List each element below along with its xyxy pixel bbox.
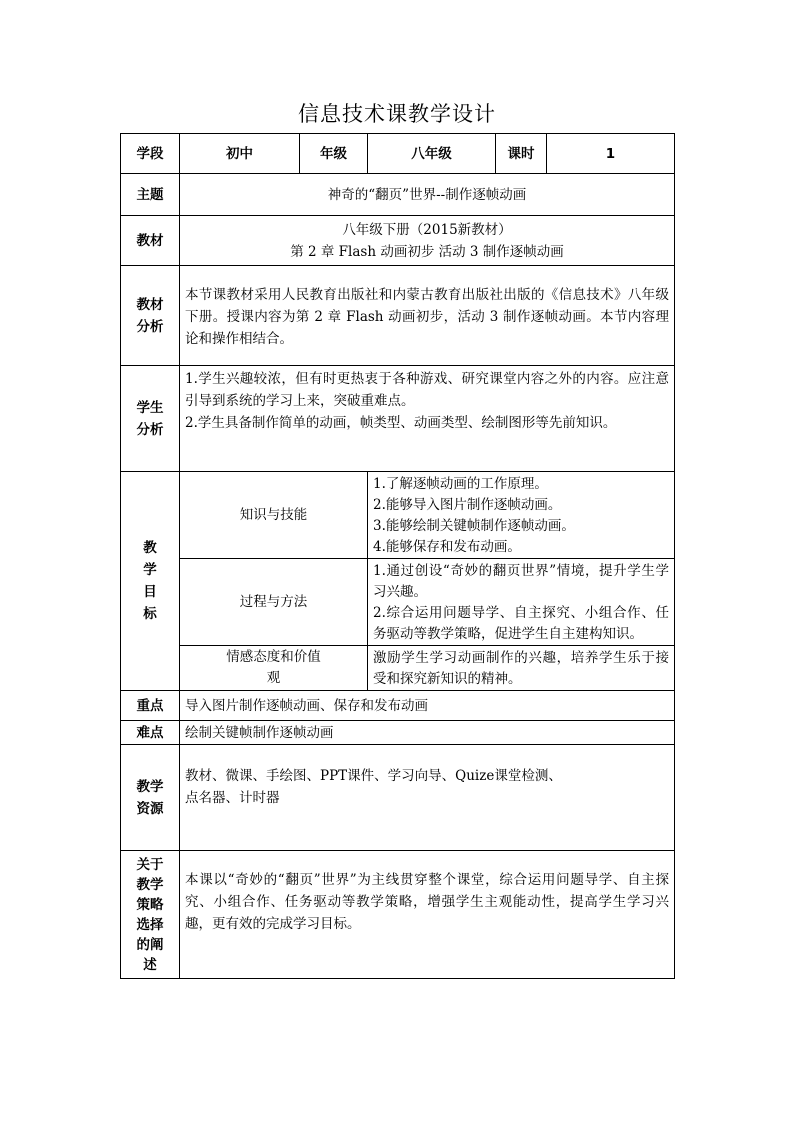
knowledge-item-1: 1.了解逐帧动画的工作原理。 — [373, 476, 548, 492]
student-analysis-line-2: 2.学生具备制作简单的动画，帧类型、动画类型、绘制图形等先前知识。 — [185, 415, 617, 431]
objectives-label-char-4: 标 — [143, 606, 157, 622]
textbook-analysis-label-2: 分析 — [136, 318, 164, 335]
process-item-2: 2.综合运用问题导学、自主探究、小组合作、任务驱动等教学策略，促进学生自主建构知识。 — [373, 605, 669, 642]
objective-knowledge-row — [121, 472, 675, 559]
knowledge-item-2: 2.能够导入图片制作逐帧动画。 — [373, 497, 562, 513]
student-analysis-label — [121, 366, 180, 472]
lesson-plan-table — [120, 133, 675, 979]
process-items — [368, 559, 675, 646]
emotion-label-2: 观 — [266, 670, 281, 686]
student-analysis-row — [121, 366, 675, 472]
document-title: 信息技术课教学设计 — [298, 102, 496, 126]
student-analysis-line-1: 1.学生兴趣较浓，但有时更热衷于各种游戏、研究课堂内容之外的内容。应注意引导到系统的学习上来，突破重难点。 — [185, 371, 669, 409]
textbook-row — [121, 216, 675, 266]
info-row — [121, 134, 675, 174]
student-analysis-text — [180, 366, 675, 472]
key-point-value: 导入图片制作逐帧动画、保存和发布动画 — [180, 691, 675, 721]
strategy-label — [121, 851, 180, 979]
knowledge-item-3: 3.能够绘制关键帧制作逐帧动画。 — [373, 518, 575, 534]
textbook-analysis-text: 本节课教材采用人民教育出版社和内蒙古教育出版社出版的《信息技术》八年级下册。授课内容为第 2 章 Flash 动画初步，活动 3 制作逐帧动画。本节内容理论和操作相结合。 — [180, 266, 675, 366]
emotion-label — [180, 646, 368, 691]
strategy-label-6: 述 — [143, 956, 157, 973]
topic-row — [121, 174, 675, 216]
strategy-label-5: 的阐 — [136, 936, 164, 953]
emotion-label-1: 情感态度和价值 — [226, 649, 321, 665]
objective-emotion-row — [121, 646, 675, 691]
stage-label: 学段 — [121, 134, 180, 174]
difficulty-label: 难点 — [121, 721, 180, 745]
stage-value: 初中 — [180, 134, 300, 174]
strategy-text: 本课以“奇妙的“翻页”世界”为主线贯穿整个课堂，综合运用问题导学、自主探究、小组合作、任务驱动等教学策略，增强学生主观能动性，提高学生学习兴趣，更有效的完成学习目标。 — [180, 851, 675, 979]
difficulty-value: 绘制关键帧制作逐帧动画 — [180, 721, 675, 745]
strategy-label-1: 关于 — [136, 856, 164, 873]
textbook-analysis-label-1: 教材 — [136, 296, 164, 313]
resources-label — [121, 745, 180, 851]
strategy-label-4: 选择 — [136, 916, 164, 933]
grade-label: 年级 — [300, 134, 368, 174]
objectives-label-char-3: 目 — [143, 584, 157, 600]
strategy-label-3: 策略 — [136, 896, 164, 913]
textbook-analysis-row — [121, 266, 675, 366]
textbook-value — [180, 216, 675, 266]
resources-line-1: 教材、微课、手绘图、PPT课件、学习向导、Quize课堂检测、 — [185, 768, 562, 784]
objective-process-row — [121, 559, 675, 646]
period-label: 课时 — [496, 134, 547, 174]
textbook-label: 教材 — [121, 216, 180, 266]
resources-line-2: 点名器、计时器 — [185, 790, 280, 806]
objectives-label-char-2: 学 — [143, 562, 157, 578]
period-value: 1 — [547, 134, 675, 174]
student-analysis-label-1: 学生 — [136, 399, 164, 416]
difficulty-row — [121, 721, 675, 745]
topic-label: 主题 — [121, 174, 180, 216]
textbook-line-2: 第 2 章 Flash 动画初步 活动 3 制作逐帧动画 — [290, 243, 564, 260]
strategy-row — [121, 851, 675, 979]
objectives-label — [121, 472, 180, 691]
student-analysis-label-2: 分析 — [136, 421, 164, 438]
textbook-line-1: 八年级下册（2015新教材） — [342, 221, 512, 238]
resources-label-2: 资源 — [136, 800, 164, 817]
resources-text — [180, 745, 675, 851]
process-label: 过程与方法 — [180, 559, 368, 646]
knowledge-item-4: 4.能够保存和发布动画。 — [373, 539, 521, 555]
objectives-label-char-1: 教 — [143, 540, 157, 556]
topic-value: 神奇的“翻页”世界--制作逐帧动画 — [180, 174, 675, 216]
strategy-label-2: 教学 — [136, 876, 164, 893]
resources-row — [121, 745, 675, 851]
knowledge-label: 知识与技能 — [180, 472, 368, 559]
key-point-label: 重点 — [121, 691, 180, 721]
process-item-1: 1.通过创设“奇妙的翻页世界”情境，提升学生学习兴趣。 — [373, 563, 669, 600]
knowledge-items — [368, 472, 675, 559]
resources-label-1: 教学 — [136, 778, 164, 795]
textbook-analysis-label — [121, 266, 180, 366]
emotion-text: 激励学生学习动画制作的兴趣，培养学生乐于接受和探究新知识的精神。 — [368, 646, 675, 691]
grade-value: 八年级 — [368, 134, 496, 174]
key-point-row — [121, 691, 675, 721]
